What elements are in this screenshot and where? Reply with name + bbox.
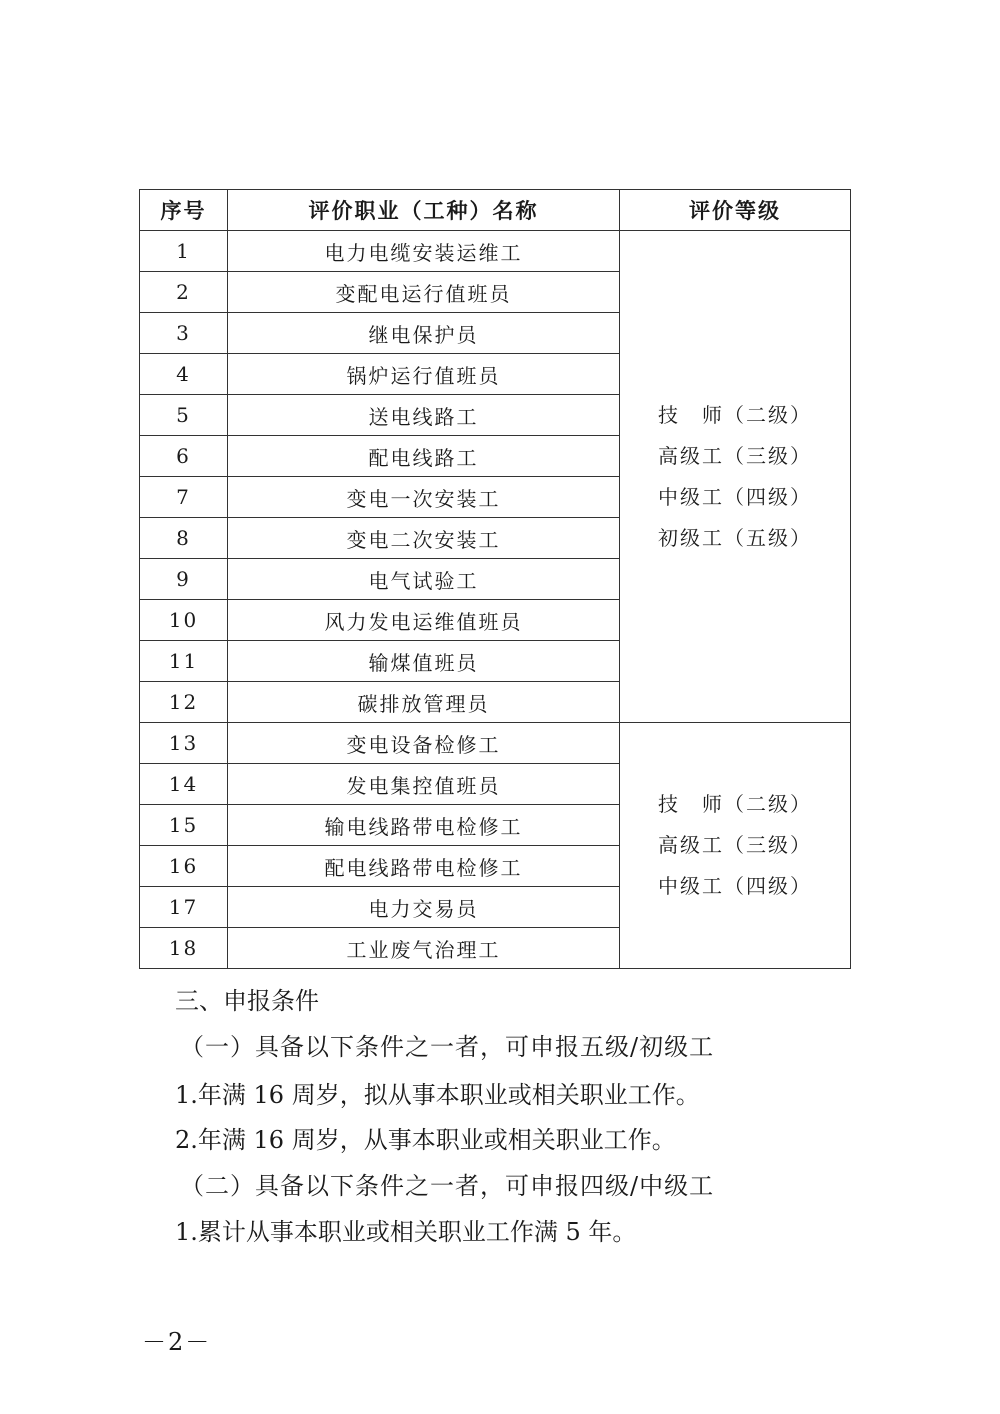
header-level: 评价等级 <box>620 190 851 231</box>
row-seq: 4 <box>140 354 228 395</box>
row-seq: 10 <box>140 600 228 641</box>
table-row <box>140 723 851 764</box>
condition-item-1-1: 1.年满 16 周岁，拟从事本职业或相关职业工作。 <box>175 1081 700 1109</box>
row-seq: 16 <box>140 846 228 887</box>
row-occupation-name: 电力电缆安装运维工 <box>228 231 620 272</box>
row-seq: 13 <box>140 723 228 764</box>
row-occupation-name: 变电一次安装工 <box>228 477 620 518</box>
row-seq: 6 <box>140 436 228 477</box>
row-occupation-name: 变配电运行值班员 <box>228 272 620 313</box>
row-occupation-name: 送电线路工 <box>228 395 620 436</box>
row-occupation-name: 输电线路带电检修工 <box>228 805 620 846</box>
header-occupation-name: 评价职业（工种）名称 <box>228 190 620 231</box>
page-number: －2－ <box>142 1328 212 1356</box>
row-seq: 2 <box>140 272 228 313</box>
row-occupation-name: 电气试验工 <box>228 559 620 600</box>
header-seq: 序号 <box>140 190 228 231</box>
level-label: 技 师（二级） <box>658 402 812 427</box>
level-group-cell <box>620 723 851 969</box>
condition-item-1-2: 2.年满 16 周岁，从事本职业或相关职业工作。 <box>175 1126 676 1154</box>
level-label: 技 师（二级） <box>658 792 812 816</box>
row-seq: 5 <box>140 395 228 436</box>
level-label: 初级工（五级） <box>658 525 812 550</box>
row-seq: 9 <box>140 559 228 600</box>
row-occupation-name: 变电二次安装工 <box>228 518 620 559</box>
subsection-heading-2: （二）具备以下条件之一者，可申报四级/中级工 <box>180 1172 715 1200</box>
subsection-heading-1: （一）具备以下条件之一者，可申报五级/初级工 <box>180 1033 715 1061</box>
row-seq: 14 <box>140 764 228 805</box>
row-occupation-name: 变电设备检修工 <box>228 723 620 764</box>
row-seq: 17 <box>140 887 228 928</box>
row-occupation-name: 继电保护员 <box>228 313 620 354</box>
row-occupation-name: 发电集控值班员 <box>228 764 620 805</box>
table-body <box>140 231 851 969</box>
row-seq: 1 <box>140 231 228 272</box>
row-occupation-name: 电力交易员 <box>228 887 620 928</box>
row-occupation-name: 配电线路工 <box>228 436 620 477</box>
row-seq: 7 <box>140 477 228 518</box>
row-seq: 12 <box>140 682 228 723</box>
level-label: 高级工（三级） <box>658 833 812 857</box>
row-occupation-name: 工业废气治理工 <box>228 928 620 969</box>
row-occupation-name: 碳排放管理员 <box>228 682 620 723</box>
row-occupation-name: 输煤值班员 <box>228 641 620 682</box>
level-label: 中级工（四级） <box>658 874 812 898</box>
row-occupation-name: 配电线路带电检修工 <box>228 846 620 887</box>
section-heading: 三、申报条件 <box>175 987 319 1015</box>
level-group-cell <box>620 231 851 723</box>
row-seq: 11 <box>140 641 228 682</box>
row-seq: 15 <box>140 805 228 846</box>
row-seq: 3 <box>140 313 228 354</box>
condition-item-2-1: 1.累计从事本职业或相关职业工作满 5 年。 <box>175 1218 637 1246</box>
row-occupation-name: 风力发电运维值班员 <box>228 600 620 641</box>
table-row <box>140 231 851 272</box>
table-header-row <box>140 190 851 231</box>
occupation-table <box>139 189 851 969</box>
row-seq: 8 <box>140 518 228 559</box>
level-label: 高级工（三级） <box>658 443 812 468</box>
row-seq: 18 <box>140 928 228 969</box>
level-label: 中级工（四级） <box>658 484 812 509</box>
row-occupation-name: 锅炉运行值班员 <box>228 354 620 395</box>
